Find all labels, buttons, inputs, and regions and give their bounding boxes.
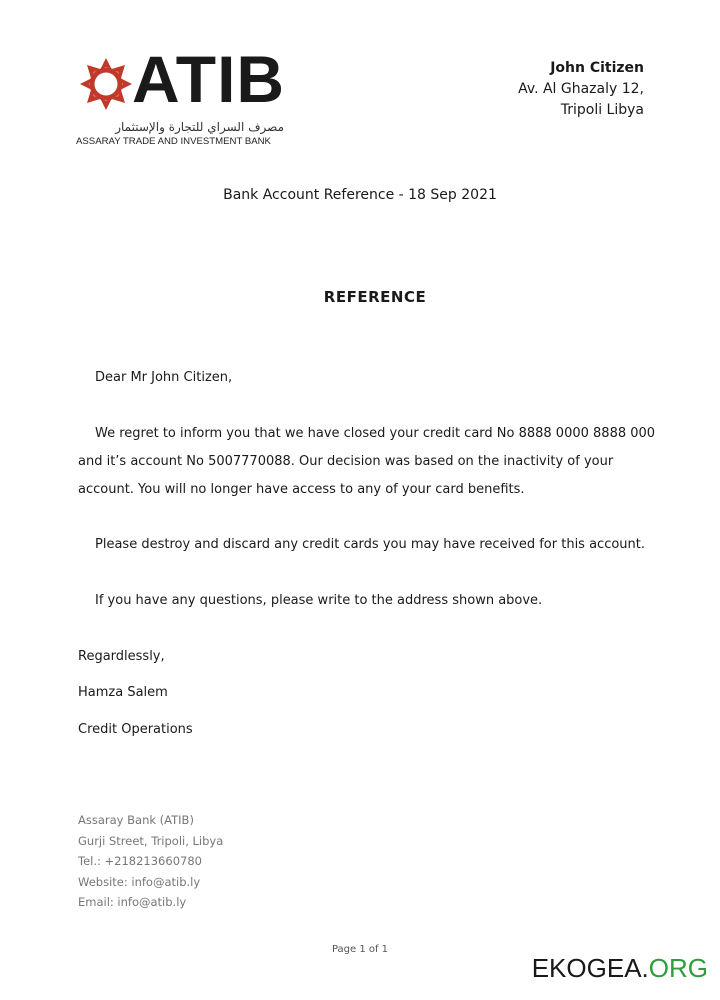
footer-contact (78, 810, 223, 913)
bank-arabic-name: مصرف السراي للتجارة والإستثمار (115, 120, 284, 134)
logo-emblem-icon (78, 56, 134, 112)
logo-wordmark: ATIB (132, 42, 286, 116)
recipient-address-line1: Av. Al Ghazaly 12, (518, 81, 644, 97)
closing: Regardlessly, (78, 649, 165, 664)
recipient-name: John Citizen (550, 60, 644, 76)
reference-title: REFERENCE (323, 288, 427, 306)
body-paragraph-1: We regret to inform you that we have closed your credit card No 8888 0000 8888 000 and it’s account No 5007770088. Our decision was based on the inactivity of your account. You will no longer have access to any of your card benefits. (78, 426, 656, 497)
recipient-address (518, 58, 644, 121)
page-number: Page 1 of 1 (331, 944, 389, 955)
letter-subject: Bank Account Reference - 18 Sep 2021 (223, 187, 497, 203)
watermark (532, 955, 708, 981)
footer-address: Gurji Street, Tripoli, Libya (78, 833, 224, 848)
signatory-department: Credit Operations (78, 722, 193, 737)
salutation: Dear Mr John Citizen, (95, 370, 233, 385)
footer-email: Email: info@atib.ly (78, 895, 187, 909)
watermark-part1: EKOGEA. (531, 953, 649, 983)
footer-bank-name: Assaray Bank (ATIB) (78, 813, 194, 827)
recipient-address-line2: Tripoli Libya (560, 102, 644, 118)
signatory-name: Hamza Salem (78, 685, 168, 700)
footer-website: Website: info@atib.ly (78, 874, 201, 889)
footer-tel: Tel.: +218213660780 (78, 854, 202, 868)
body-paragraph-3: If you have any questions, please write to the address shown above. (95, 593, 543, 608)
body-paragraph-2: Please destroy and discard any credit cards you may have received for this account. (95, 537, 646, 552)
bank-english-name: ASSARAY TRADE AND INVESTMENT BANK (76, 136, 271, 147)
watermark-part2: ORG (648, 953, 708, 983)
